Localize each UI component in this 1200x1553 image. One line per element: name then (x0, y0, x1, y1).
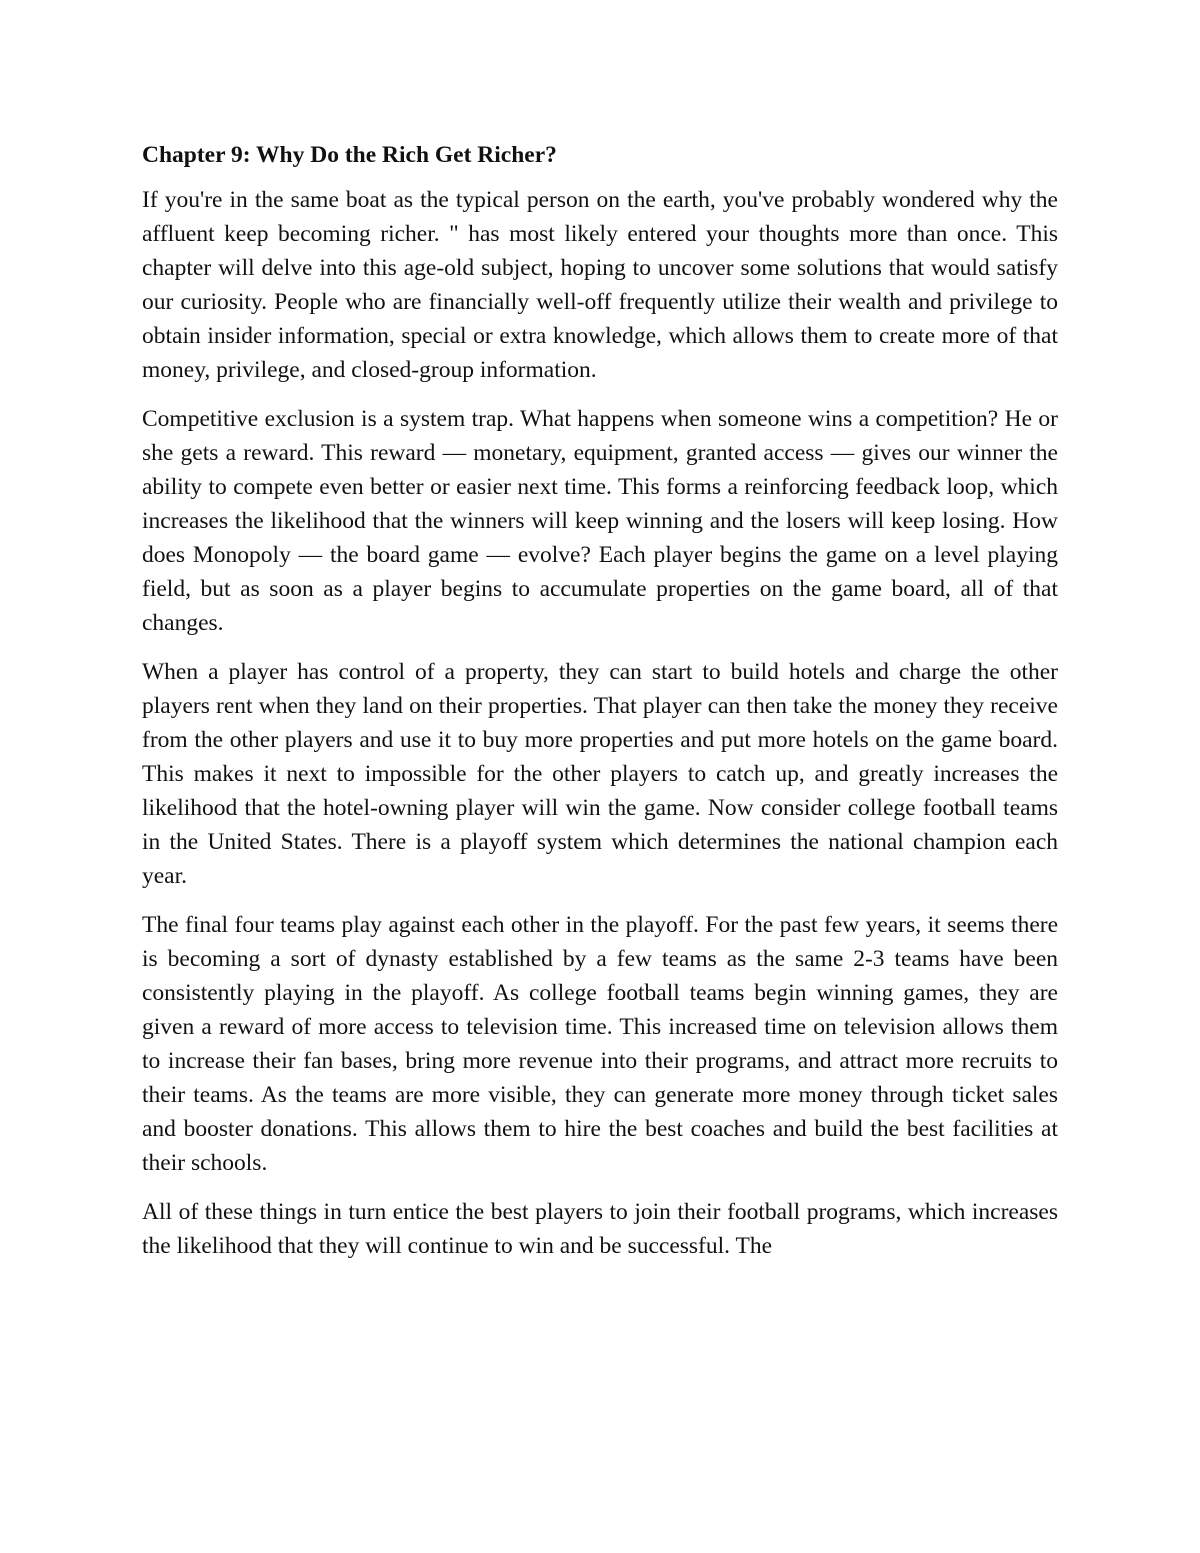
paragraph: Competitive exclusion is a system trap. What happens when someone wins a competition? He or she gets a reward. This reward — monetary, equipment, granted access — gives our winner the ability to compete even better or easier next time. This forms a reinforcing feedback loop, which increases the likelihood that the winners will keep winning and the losers will keep losing. How does Monopoly — the board game — evolve? Each player begins the game on a level playing field, but as soon as a player begins to accumulate properties on the game board, all of that changes. (142, 406, 1058, 636)
paragraph: When a player has control of a property, they can start to build hotels and charge the other players rent when they land on their properties. That player can then take the money they receive from the other players and use it to buy more properties and put more hotels on the game board. This makes it next to impossible for the other players to catch up, and greatly increases the likelihood that the hotel-owning player will win the game. Now consider college football teams in the United States. There is a playoff system which determines the national champion each year. (142, 659, 1058, 889)
document-page (142, 138, 1058, 1278)
paragraph: If you're in the same boat as the typical person on the earth, you've probably wondered why the affluent keep becoming richer. " has most likely entered your thoughts more than once. This chapter will delve into this age-old subject, hoping to uncover some solutions that would satisfy our curiosity. People who are financially well-off frequently utilize their wealth and privilege to obtain insider information, special or extra knowledge, which allows them to create more of that money, privilege, and closed-group information. (142, 187, 1058, 383)
paragraph: The final four teams play against each other in the playoff. For the past few years, it seems there is becoming a sort of dynasty established by a few teams as the same 2-3 teams have been consistently playing in the playoff. As college football teams begin winning games, they are given a reward of more access to television time. This increased time on television allows them to increase their fan bases, bring more revenue into their programs, and attract more recruits to their teams. As the teams are more visible, they can generate more money through ticket sales and booster donations. This allows them to hire the best coaches and build the best facilities at their schools. (142, 912, 1058, 1176)
paragraph: All of these things in turn entice the best players to join their football programs, which increases the likelihood that they will continue to win and be successful. The (142, 1199, 1058, 1259)
chapter-title: Chapter 9: Why Do the Rich Get Richer? (142, 142, 557, 168)
